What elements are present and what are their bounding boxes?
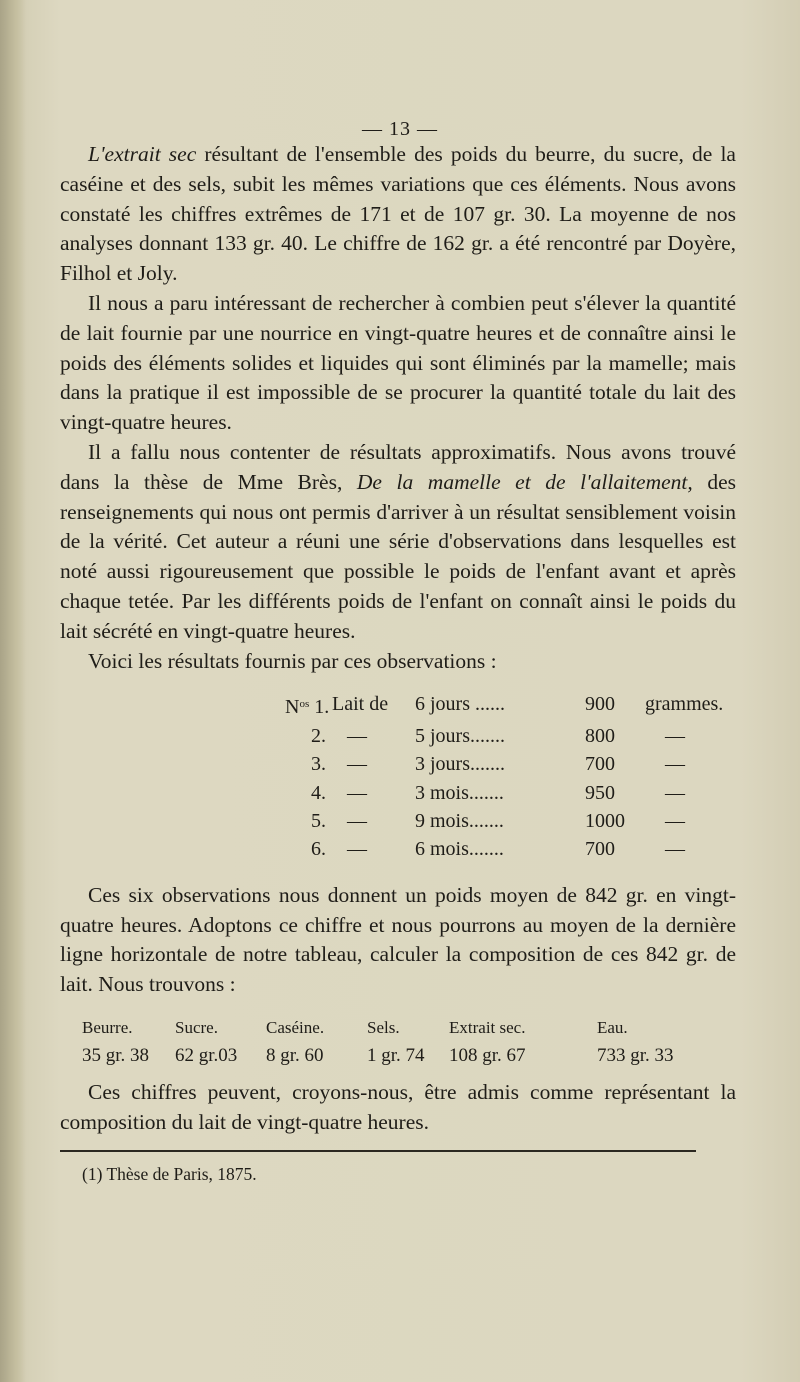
- observations-table: [285, 690, 736, 863]
- row-duration: 9 mois.......: [415, 809, 504, 832]
- paragraph-quantite: Il nous a paru intéressant de rechercher à combien peut s'élever la quantité de lait fournie par une nourrice en vingt-quatre heures et de connaître ainsi le poids des éléments solides et liquides qui sont éliminés par la mamelle; mais dans la pratique il est impossible de se procurer la quantité totale du lait des vingt-quatre heures.: [60, 290, 736, 435]
- paragraph-moyenne: Ces six observations nous donnent un poids moyen de 842 gr. en vingt-quatre heures. Adoptons ce chiffre et nous pourrons au moyen de la dernière ligne horizontale de notre tableau, calculer la composition de ces 842 gr. de lait. Nous trouvons :: [60, 882, 736, 997]
- header-extrait-sec: Extrait sec.: [449, 1017, 526, 1037]
- paragraph-text: des renseignements qui nous ont permis d'arriver à un résultat sensiblement voisin de la vérité. Cet auteur a réuni une série d'observations dans lesquelles est noté aussi rigoureusement que possible le poids de l'enfant avant et après chaque tetée. Par les différents poids de l'enfant on connaît ainsi le poids du lait sécrété en vingt-quatre heures.: [60, 469, 736, 643]
- row-value: 950: [585, 781, 615, 804]
- binding-shadow: [0, 0, 26, 1382]
- row-duration: 3 mois.......: [415, 781, 504, 804]
- value-sels: 1 gr. 74: [367, 1044, 425, 1066]
- row-number: $N^{os}$ 1.: [285, 696, 330, 719]
- footnote: (1) Thèse de Paris, 1875.: [82, 1163, 257, 1184]
- header-sels: Sels.: [367, 1017, 400, 1037]
- row-label: —: [347, 753, 367, 776]
- row-unit: —: [665, 838, 685, 861]
- row-unit: —: [665, 724, 685, 747]
- paragraph-extrait-sec: [60, 140, 736, 289]
- row-duration: 5 jours.......: [415, 724, 505, 747]
- row-label: Lait de: [332, 693, 389, 716]
- value-extrait-sec: 108 gr. 67: [449, 1044, 526, 1066]
- row-unit: —: [665, 809, 685, 832]
- paragraph-voici: Voici les résultats fournis par ces observations :: [88, 648, 497, 673]
- value-caseine: 8 gr. 60: [266, 1044, 324, 1066]
- composition-table: [82, 1014, 736, 1070]
- row-unit: —: [665, 781, 685, 804]
- table-row: [285, 835, 736, 863]
- row-value: 700: [585, 753, 615, 776]
- row-label: —: [347, 838, 367, 861]
- thesis-title: De la mamelle et de l'allaitement,: [356, 469, 693, 494]
- composition-values: [82, 1042, 736, 1070]
- row-number: 6.: [311, 838, 326, 861]
- row-duration: 6 jours ......: [415, 693, 505, 716]
- page-number: — 13 —: [362, 118, 438, 140]
- text-body: [60, 88, 736, 1186]
- composition-headers: [82, 1014, 736, 1042]
- row-value: 800: [585, 724, 615, 747]
- table-row: [285, 690, 736, 721]
- table-row: [285, 750, 736, 778]
- row-value: 700: [585, 838, 615, 861]
- header-eau: Eau.: [597, 1017, 628, 1037]
- row-unit: —: [665, 753, 685, 776]
- row-duration: 6 mois.......: [415, 838, 504, 861]
- row-unit: grammes.: [645, 693, 724, 716]
- paragraph-text: résultant de l'ensemble des poids du beurre, du sucre, de la caséine et des sels, subit les mêmes variations que ces éléments. Nous avons constaté les chiffres extrêmes de 171 et de 107 gr. 30. La moyenne de nos analyses donnant 133 gr. 40. Le chiffre de 162 gr. a été rencontré par Doyère, Filhol et Joly.: [60, 142, 736, 286]
- value-eau: 733 gr. 33: [597, 1044, 674, 1066]
- header-beurre: Beurre.: [82, 1017, 133, 1037]
- italic-term: L'extrait sec: [88, 142, 197, 166]
- row-number: 3.: [311, 753, 326, 776]
- header-caseine: Caséine.: [266, 1017, 325, 1037]
- row-label: —: [347, 809, 367, 832]
- row-number: 5.: [311, 809, 326, 832]
- value-beurre: 35 gr. 38: [82, 1044, 150, 1066]
- paragraph-conclusion: Ces chiffres peuvent, croyons-nous, être admis comme représentant la composition du lait de vingt-quatre heures.: [60, 1079, 736, 1134]
- row-label: —: [347, 781, 367, 804]
- row-number: 2.: [311, 724, 326, 747]
- row-value: 900: [585, 693, 615, 716]
- row-value: 1000: [585, 809, 625, 832]
- value-sucre: 62 gr.03: [175, 1044, 238, 1066]
- row-duration: 3 jours.......: [415, 753, 505, 776]
- footnote-divider: [60, 1150, 696, 1152]
- paragraph-text: Il a fallu nous contenter de résultats approximatifs. Nous avons trouvé dans la thèse de Mme Brès,: [60, 439, 736, 494]
- paragraph-approximatifs: [60, 438, 736, 647]
- header-sucre: Sucre.: [175, 1017, 218, 1037]
- row-number: 4.: [311, 781, 326, 804]
- table-row: [285, 722, 736, 750]
- table-row: [285, 807, 736, 835]
- row-label: —: [347, 724, 367, 747]
- table-row: [285, 779, 736, 807]
